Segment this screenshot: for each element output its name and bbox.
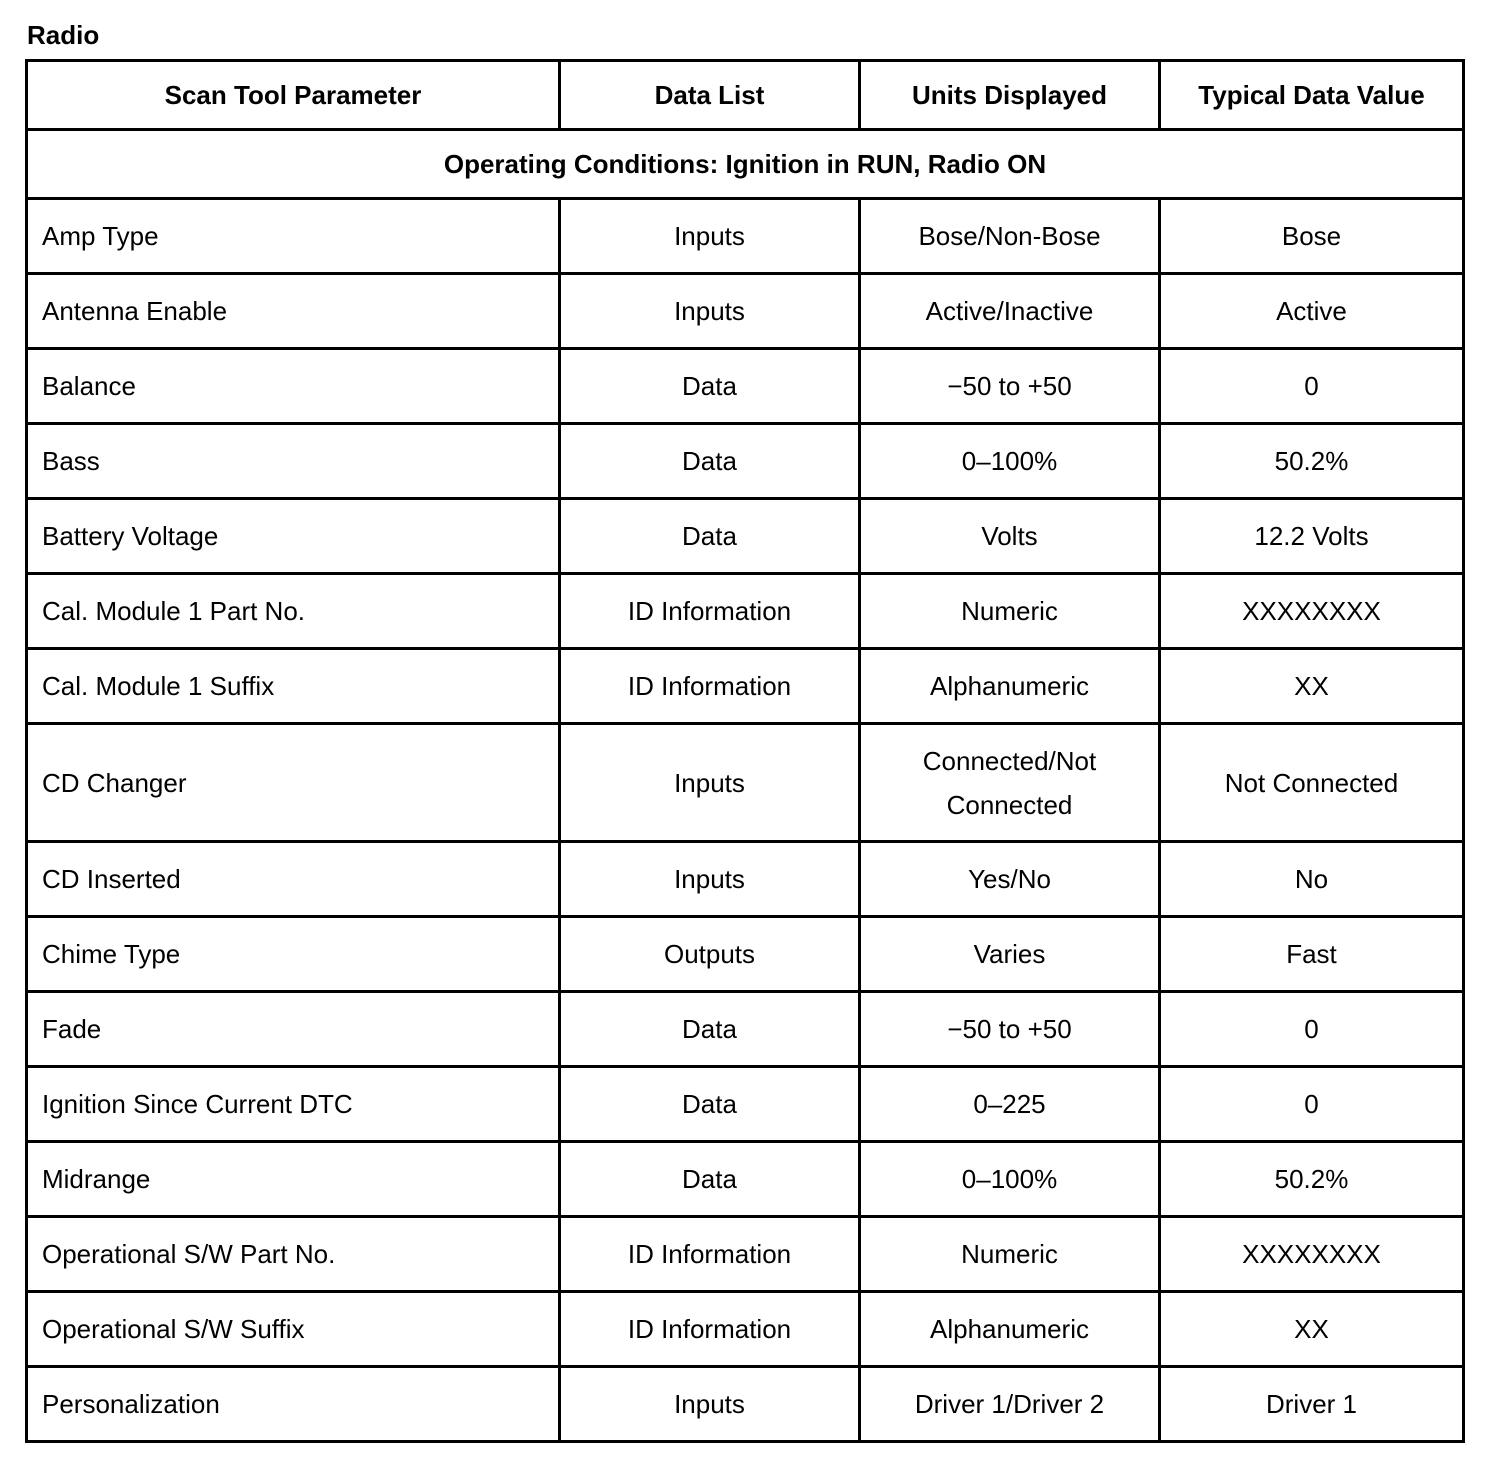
parameter-cell: Battery Voltage [27, 499, 560, 574]
header-scan-tool-parameter: Scan Tool Parameter [27, 61, 560, 130]
units-cell: Numeric [860, 1217, 1160, 1292]
parameter-cell: CD Changer [27, 724, 560, 842]
scan-tool-data-table [25, 59, 1465, 1443]
typical-value-cell: XX [1160, 1292, 1464, 1367]
table-row [27, 199, 1464, 274]
data-list-cell: Data [560, 349, 860, 424]
parameter-cell: Antenna Enable [27, 274, 560, 349]
table-row [27, 1067, 1464, 1142]
data-list-cell: Data [560, 992, 860, 1067]
data-list-cell: Data [560, 1142, 860, 1217]
header-typical-data-value: Typical Data Value [1160, 61, 1464, 130]
table-row [27, 1142, 1464, 1217]
table-row [27, 349, 1464, 424]
data-list-cell: Inputs [560, 199, 860, 274]
table-row [27, 649, 1464, 724]
table-row [27, 274, 1464, 349]
typical-value-cell: XXXXXXXX [1160, 574, 1464, 649]
parameter-cell: Midrange [27, 1142, 560, 1217]
header-data-list: Data List [560, 61, 860, 130]
table-row [27, 499, 1464, 574]
document-title: Radio [27, 20, 100, 50]
units-cell: Alphanumeric [860, 1292, 1160, 1367]
parameter-cell: Balance [27, 349, 560, 424]
units-cell: Alphanumeric [860, 649, 1160, 724]
data-list-cell: ID Information [560, 574, 860, 649]
data-list-cell: Outputs [560, 917, 860, 992]
typical-value-cell: No [1160, 842, 1464, 917]
typical-value-cell: Fast [1160, 917, 1464, 992]
typical-value-cell: 50.2% [1160, 424, 1464, 499]
data-list-cell: ID Information [560, 1292, 860, 1367]
typical-value-cell: XXXXXXXX [1160, 1217, 1464, 1292]
table-row [27, 424, 1464, 499]
parameter-cell: Personalization [27, 1367, 560, 1442]
units-cell: 0–225 [860, 1067, 1160, 1142]
data-list-cell: Data [560, 499, 860, 574]
parameter-cell: Cal. Module 1 Suffix [27, 649, 560, 724]
data-list-cell: Inputs [560, 724, 860, 842]
parameter-cell: Chime Type [27, 917, 560, 992]
data-list-cell: Data [560, 424, 860, 499]
typical-value-cell: 50.2% [1160, 1142, 1464, 1217]
table-row [27, 1292, 1464, 1367]
units-cell: −50 to +50 [860, 992, 1160, 1067]
units-cell: Bose/Non-Bose [860, 199, 1160, 274]
header-units-displayed: Units Displayed [860, 61, 1160, 130]
typical-value-cell: 0 [1160, 992, 1464, 1067]
units-cell: Volts [860, 499, 1160, 574]
operating-conditions: Operating Conditions: Ignition in RUN, Radio ON [27, 130, 1464, 199]
data-list-cell: Inputs [560, 842, 860, 917]
operating-conditions-row [27, 130, 1464, 199]
table-row [27, 1217, 1464, 1292]
table-row [27, 724, 1464, 842]
typical-value-cell: Bose [1160, 199, 1464, 274]
typical-value-cell: 0 [1160, 1067, 1464, 1142]
units-cell: 0–100% [860, 424, 1160, 499]
data-list-cell: ID Information [560, 649, 860, 724]
units-cell: Yes/No [860, 842, 1160, 917]
units-cell: Connected/Not Connected [860, 724, 1160, 842]
table-row [27, 574, 1464, 649]
typical-value-cell: Driver 1 [1160, 1367, 1464, 1442]
parameter-cell: Fade [27, 992, 560, 1067]
table-row [27, 842, 1464, 917]
units-cell: −50 to +50 [860, 349, 1160, 424]
data-list-cell: ID Information [560, 1217, 860, 1292]
units-cell: 0–100% [860, 1142, 1160, 1217]
units-cell: Driver 1/Driver 2 [860, 1367, 1160, 1442]
typical-value-cell: Active [1160, 274, 1464, 349]
table-row [27, 917, 1464, 992]
typical-value-cell: 0 [1160, 349, 1464, 424]
parameter-cell: Operational S/W Part No. [27, 1217, 560, 1292]
parameter-cell: Operational S/W Suffix [27, 1292, 560, 1367]
parameter-cell: Bass [27, 424, 560, 499]
typical-value-cell: Not Connected [1160, 724, 1464, 842]
typical-value-cell: 12.2 Volts [1160, 499, 1464, 574]
data-list-cell: Data [560, 1067, 860, 1142]
table-row [27, 1367, 1464, 1442]
data-list-cell: Inputs [560, 1367, 860, 1442]
header-row [27, 61, 1464, 130]
parameter-cell: Amp Type [27, 199, 560, 274]
data-list-cell: Inputs [560, 274, 860, 349]
parameter-cell: Cal. Module 1 Part No. [27, 574, 560, 649]
units-cell: Active/Inactive [860, 274, 1160, 349]
table-row [27, 992, 1464, 1067]
units-cell: Varies [860, 917, 1160, 992]
typical-value-cell: XX [1160, 649, 1464, 724]
parameter-cell: CD Inserted [27, 842, 560, 917]
units-cell: Numeric [860, 574, 1160, 649]
parameter-cell: Ignition Since Current DTC [27, 1067, 560, 1142]
